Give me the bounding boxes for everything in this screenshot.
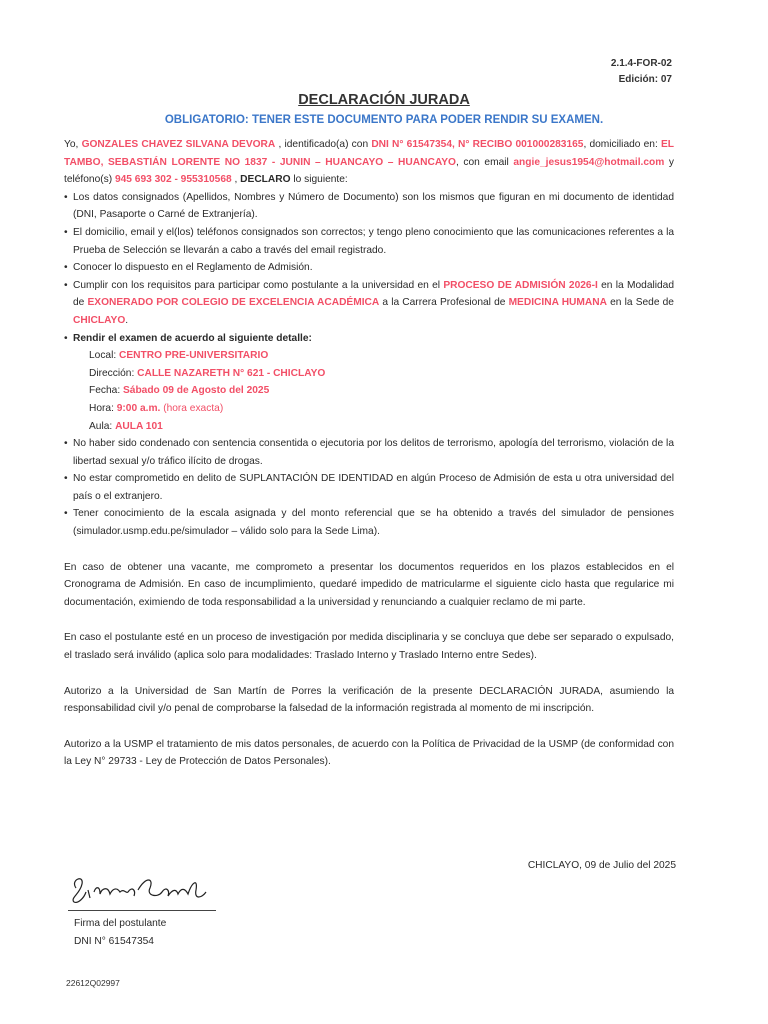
signature-dni: DNI N° 61547354 xyxy=(74,936,154,947)
exam-details xyxy=(73,347,674,435)
intro-phone-label: y teléfono(s) xyxy=(64,156,674,186)
form-code: 2.1.4-FOR-02 xyxy=(610,58,672,69)
paragraph-data-privacy: Autorizo a la USMP el tratamiento de mis datos personales, de acuerdo con la Política de Privacidad de la USMP (de conformidad con la Ley N° 29733 - Ley de Protección de Datos Personales). xyxy=(64,738,674,768)
intro-rest: lo siguiente: xyxy=(290,174,348,186)
place-date: CHICLAYO, 09 de Julio del 2025 xyxy=(527,860,676,871)
exam-address: CALLE NAZARETH N° 621 - CHICLAYO xyxy=(137,367,326,379)
list-item: • Tener conocimiento de la escala asignada y del monto referencial que se ha obtenido a través del simulador de pensiones (simulador.usmp.edu.pe/simulador – válido solo para la Sede Lima). xyxy=(64,505,674,540)
exam-time-row xyxy=(89,400,674,418)
paragraph-vacancy: En caso de obtener una vacante, me comprometo a presentar los documentos requeridos en los plazos establecidos en el Cronograma de Admisión. En caso de incumplimiento, quedaré impedido de matricularme el siguiente ciclo hasta que regularice mi documentación, eximiendo de toda responsabilidad a la universidad y renunciando a cualquier reclamo de mi parte. xyxy=(64,561,674,608)
declaration-list xyxy=(64,189,674,541)
b4-end: . xyxy=(125,314,129,326)
intro-paragraph: Yo, GONZALES CHAVEZ SILVANA DEVORA , identificado(a) con DNI N° 61547354, N° RECIBO 001000283165, domiciliado en: EL TAMBO, SEBASTIÁN LORENTE NO 1837 - JUNIN – HUANCAYO – HUANCAYO, con email angie_jesus1954@hotmail.com y teléfono(s) 945 693 302 - 955310568 , DECLARO lo siguiente: xyxy=(64,139,675,186)
document-subtitle: OBLIGATORIO: TENER ESTE DOCUMENTO PARA PODER RENDIR SU EXAMEN. xyxy=(164,114,604,126)
declaro-word: DECLARO xyxy=(240,174,291,186)
intro-domiciled: , domiciliado en: xyxy=(583,139,661,150)
applicant-email: angie_jesus1954@hotmail.com xyxy=(513,156,665,168)
handwritten-signature xyxy=(66,868,226,910)
admission-modality: EXONERADO POR COLEGIO DE EXCELENCIA ACADÉMICA xyxy=(87,297,380,309)
list-item: • El domicilio, email y el(los) teléfonos consignados son correctos; y tengo pleno conocimiento que las comunicaciones referentes a la Prueba de Selección se llevarán a cabo a través del email registrado. xyxy=(64,224,674,259)
admission-process: PROCESO DE ADMISIÓN 2026-I xyxy=(443,279,598,291)
exam-date: Sábado 09 de Agosto del 2025 xyxy=(122,385,270,397)
career: MEDICINA HUMANA xyxy=(508,297,607,309)
list-item xyxy=(64,330,674,436)
list-item: • Conocer lo dispuesto en el Reglamento de Admisión. xyxy=(64,259,674,277)
exam-local-label: Local: xyxy=(89,350,120,362)
exam-address-label: Dirección: xyxy=(89,367,138,379)
applicant-address: EL TAMBO, SEBASTIÁN LORENTE NO 1837 - JUNIN – HUANCAYO – HUANCAYO xyxy=(64,139,675,168)
applicant-dni: DNI N° 61547354, N° RECIBO 001000283165 xyxy=(371,139,584,150)
paragraph-verification: Autorizo a la Universidad de San Martín de Porres la verificación de la presente DECLARACIÓN JURADA, asumiendo la responsabilidad civil y/o penal de comprobarse la falsedad de la información registrada al momento de mi inscripción. xyxy=(64,685,674,715)
intro-identified: , identificado(a) con xyxy=(275,139,372,150)
signature-label: Firma del postulante xyxy=(74,918,167,929)
exam-address-row xyxy=(89,365,674,383)
form-code-block xyxy=(611,56,672,88)
signature-line xyxy=(68,910,216,911)
exam-detail-heading: Rendir el examen de acuerdo al siguiente detalle: xyxy=(73,332,312,344)
list-item: • No haber sido condenado con sentencia consentida o ejecutoria por los delitos de terrorismo, apología del terrorismo, violación de la libertad sexual y/o tráfico ilícito de drogas. xyxy=(64,435,674,470)
exam-room: AULA 101 xyxy=(115,420,163,432)
exam-date-row xyxy=(89,382,674,400)
list-item: • No estar comprometido en delito de SUPLANTACIÓN DE IDENTIDAD en algún Proceso de Admisión de esta u otra universidad del país o el extranjero. xyxy=(64,470,674,505)
b4-mid3: en la Sede de xyxy=(606,297,674,309)
document-code: 22612Q02997 xyxy=(66,978,120,988)
applicant-phones: 945 693 302 - 955310568 xyxy=(114,174,232,186)
exam-room-label: Aula: xyxy=(89,420,116,432)
exam-time-note: (hora exacta) xyxy=(160,402,224,414)
b4-pre: Cumplir con los requisitos para participar como postulante a la universidad en el xyxy=(73,279,444,291)
list-item: • Los datos consignados (Apellidos, Nombres y Número de Documento) son los mismos que figuran en mi documento de identidad (DNI, Pasaporte o Carné de Extranjería). xyxy=(64,189,674,224)
intro-yo: Yo, xyxy=(64,139,82,150)
edition: Edición: 07 xyxy=(618,74,672,85)
b4-mid2: a la Carrera Profesional de xyxy=(379,297,509,309)
exam-room-row xyxy=(89,418,674,436)
signature-block xyxy=(74,915,166,951)
exam-date-label: Fecha: xyxy=(89,385,123,397)
exam-local-row xyxy=(89,347,674,365)
document-title: DECLARACIÓN JURADA xyxy=(298,92,470,108)
intro-email-label: , con email xyxy=(455,156,514,168)
applicant-name: GONZALES CHAVEZ SILVANA DEVORA xyxy=(81,139,276,150)
list-item xyxy=(64,277,674,330)
exam-time: 9:00 a.m. xyxy=(116,402,161,414)
exam-time-label: Hora: xyxy=(89,402,117,414)
exam-local: CENTRO PRE-UNIVERSITARIO xyxy=(119,350,269,362)
document-body xyxy=(64,136,674,771)
site: CHICLAYO xyxy=(73,314,126,326)
paragraph-disciplinary: En caso el postulante esté en un proceso de investigación por medida disciplinaria y se concluya que debe ser separado o expulsado, el traslado será inválido (aplica solo para modalidades: Traslado Interno y Traslado Interno entre Sedes). xyxy=(64,632,674,662)
b4-mid: en la Modalidad de xyxy=(73,279,675,309)
